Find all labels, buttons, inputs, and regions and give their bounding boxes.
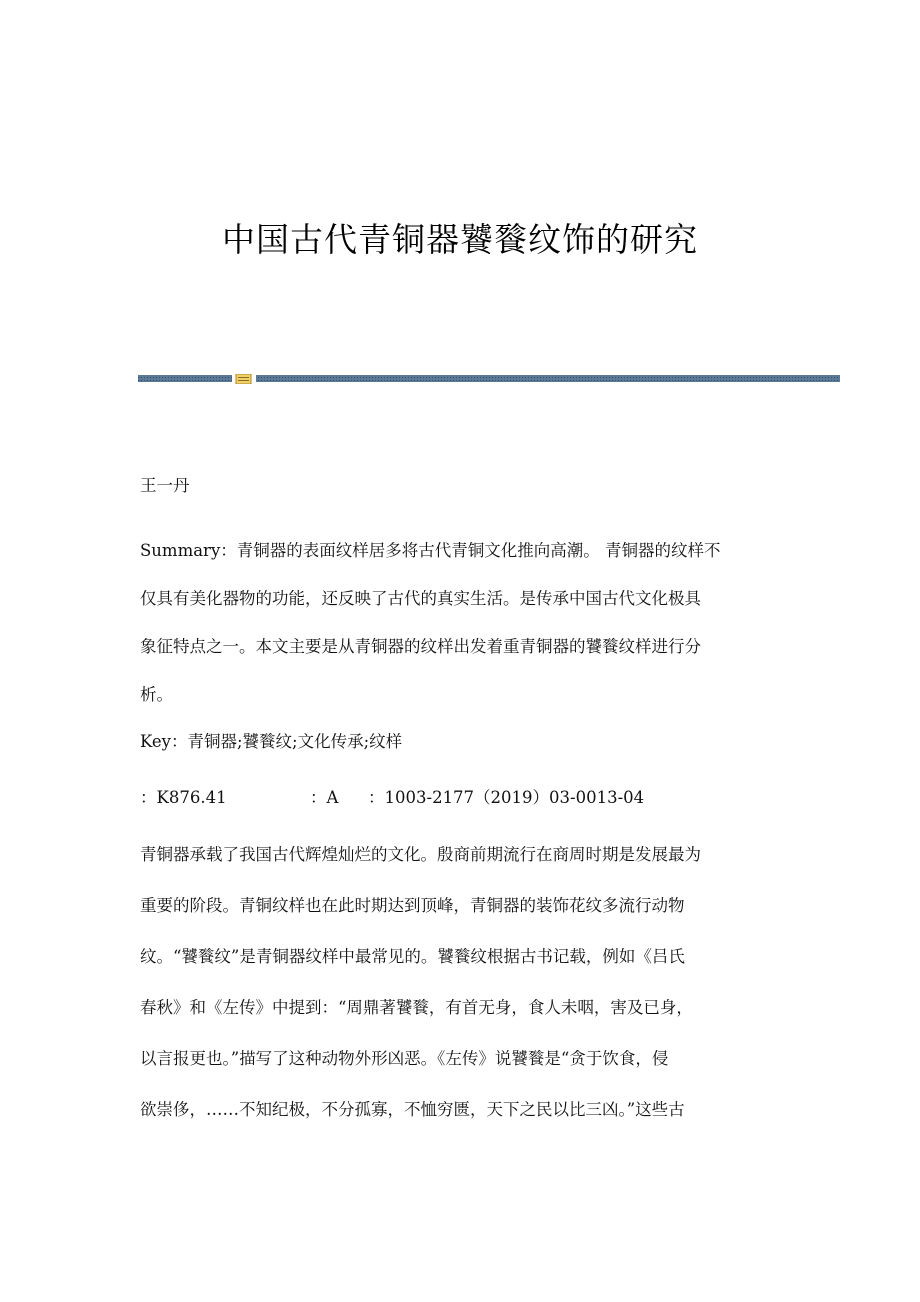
body-line: 重要的阶段。青铜纹样也在此时期达到顶峰，青铜器的装饰花纹多流行动物 [140, 896, 685, 915]
body-line: 春秋》和《左传》中提到：“周鼎著饕餮，有首无身，食人未咽，害及已身， [140, 998, 693, 1017]
summary-line: 象征特点之一。本文主要是从青铜器的纹样出发着重青铜器的饕餮纹样进行分 [140, 637, 701, 656]
summary-line: 仅具有美化器物的功能，还反映了古代的真实生活。是传承中国古代文化极具 [140, 589, 701, 608]
classification-line [140, 786, 780, 810]
clc-number: ：K876.41 [140, 788, 227, 807]
divider-bar-right [256, 375, 840, 382]
body-text [140, 829, 780, 1135]
summary-line: Summary：青铜器的表面纹样居多将古代青铜文化推向高潮。 青铜器的纹样不 [140, 541, 721, 560]
keywords: Key：青铜器;饕餮纹;文化传承;纹样 [140, 732, 403, 751]
divider-bar-left [138, 375, 232, 382]
body-line: 青铜器承载了我国古代辉煌灿烂的文化。殷商前期流行在商周时期是发展最为 [140, 845, 701, 864]
summary-line: 析。 [140, 685, 173, 704]
author-name: 王一丹 [140, 476, 190, 495]
divider-graphic [138, 374, 840, 384]
article-number: ：1003-2177（2019）03-0013-04 [368, 788, 645, 807]
ornament-badge-icon [236, 374, 251, 384]
body-line: 纹。“饕餮纹”是青铜器纹样中最常见的。饕餮纹根据古书记载，例如《吕氏 [140, 947, 685, 966]
body-line: 以言报更也。”描写了这种动物外形凶恶。《左传》说饕餮是“贪于饮食，侵 [140, 1049, 669, 1068]
document-code: ：A [310, 788, 339, 807]
summary-block [140, 527, 780, 719]
title-divider [138, 374, 840, 384]
paper-title: 中国古代青铜器饕餮纹饰的研究 [222, 220, 698, 259]
body-line: 欲崇侈，……不知纪极，不分孤寡，不恤穷匮，天下之民以比三凶。”这些古 [140, 1100, 685, 1119]
